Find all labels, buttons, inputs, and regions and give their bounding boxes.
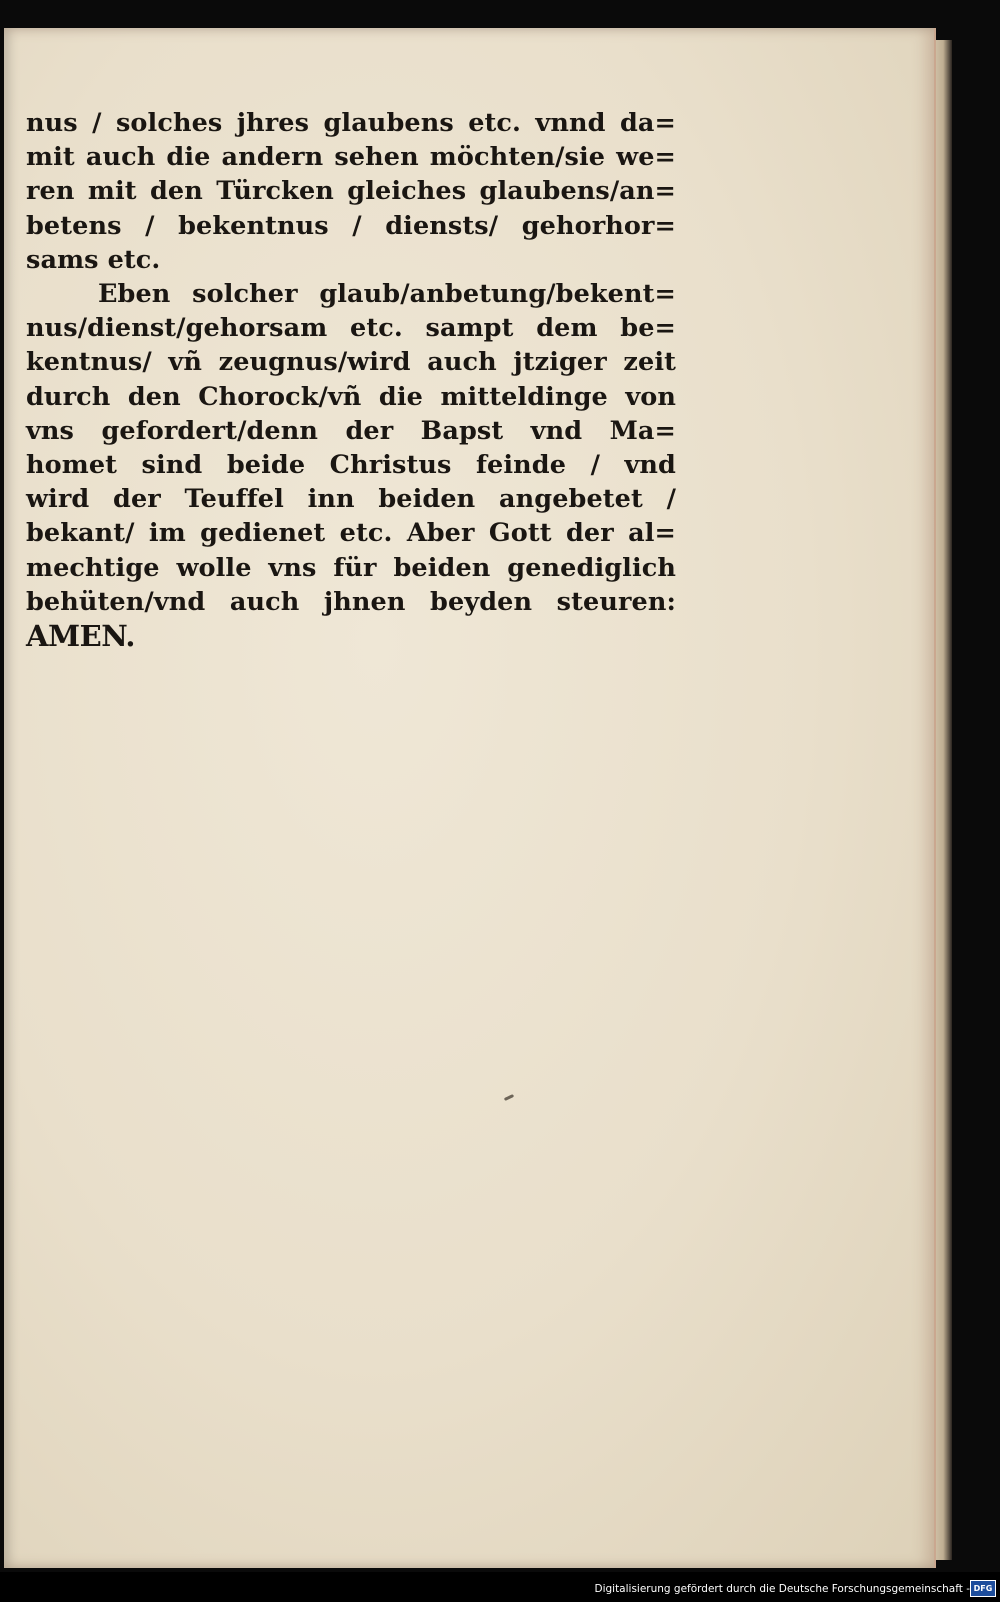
paper-blemish <box>504 1094 514 1101</box>
text-line: nus / solches jhres glaubens etc. vnnd da= <box>26 108 676 138</box>
text-line-paragraph-start: Eben solcher glaub/anbetung/bekent= <box>98 279 676 310</box>
text-line: behüten/vnd auch jhnen beyden steuren: <box>26 586 676 617</box>
text-line: homet sind beide Christus feinde / vnd <box>26 450 676 481</box>
text-line: mechtige wolle vns für beiden genediglich <box>26 552 676 583</box>
text-line: durch den Chorock/vñ die mitteldinge von <box>26 381 676 412</box>
text-line: nus/dienst/gehorsam etc. sampt dem be= <box>26 313 676 344</box>
text-line: kentnus/ vñ zeugnus/wird auch jtziger zeit <box>26 347 676 378</box>
text-line-amen: AMEN. <box>26 619 135 654</box>
dfg-logo: DFG <box>970 1580 996 1597</box>
text-line: vns gefordert/denn der Bapst vnd Ma= <box>26 415 676 446</box>
text-line: mit auch die andern sehen möchten/sie we= <box>26 142 676 173</box>
text-line: betens / bekentnus / diensts/ gehorhor= <box>26 210 676 241</box>
text-line: bekant/ im gedienet etc. Aber Gott der al= <box>26 518 676 549</box>
page-text <box>26 106 676 653</box>
text-line: wird der Teuffel inn beiden angebetet / <box>26 484 676 515</box>
digitization-credit: Digitalisierung gefördert durch die Deutsche Forschungsgemeinschaft - <box>594 1583 970 1595</box>
text-line: sams etc. <box>26 244 161 275</box>
text-line: ren mit den Türcken gleiches glaubens/an= <box>26 176 676 207</box>
